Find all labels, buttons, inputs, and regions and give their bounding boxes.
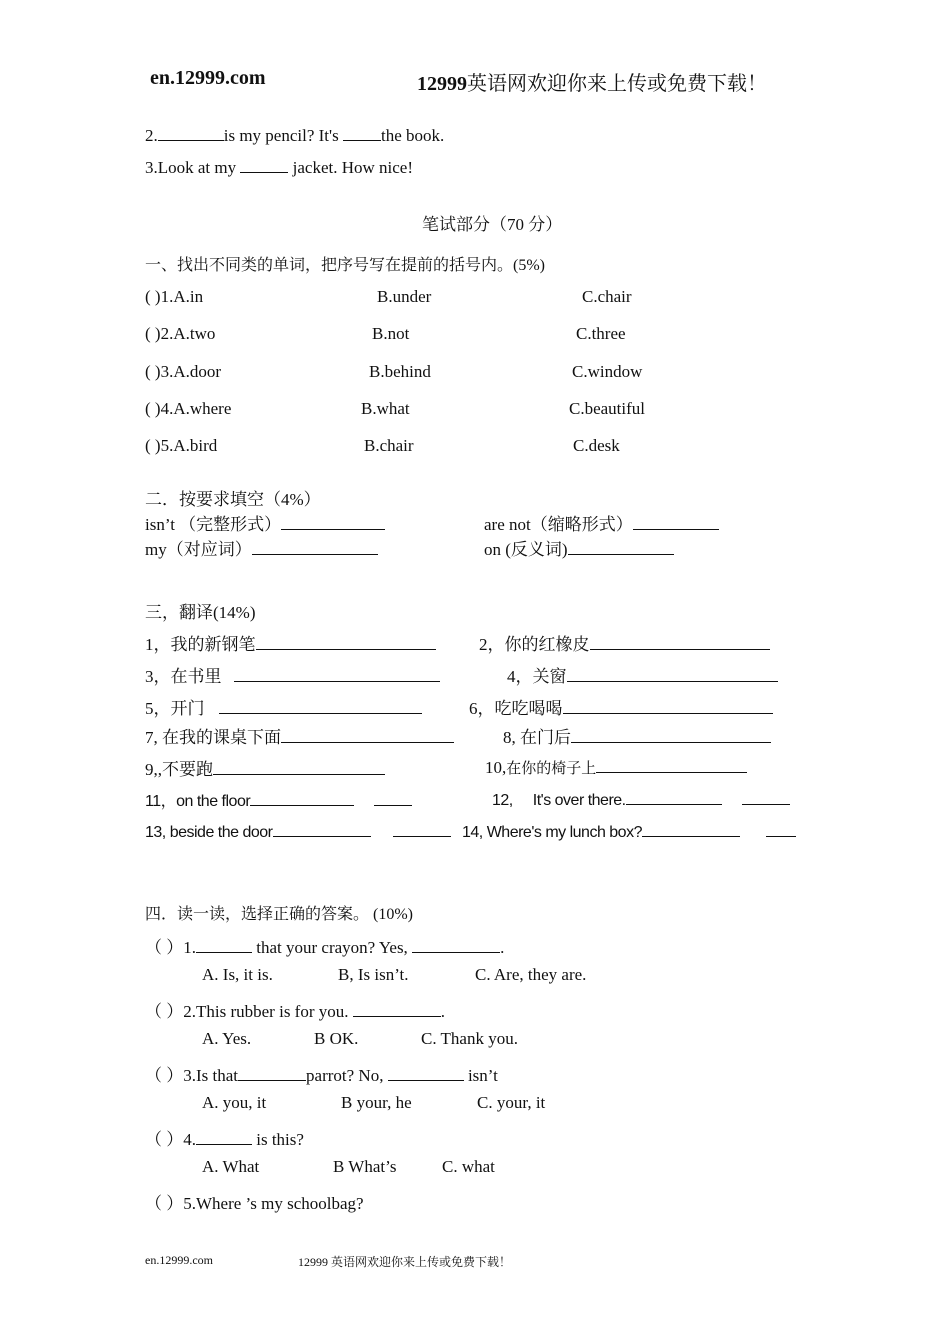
line-2-text: is my pencil? It's — [223, 126, 343, 145]
s1-row-3-b: B.behind — [369, 362, 431, 381]
s1-row-2-b: B.not — [372, 324, 410, 343]
s3-item-14 — [462, 820, 796, 842]
blank[interactable] — [353, 999, 441, 1017]
blank[interactable] — [240, 155, 288, 173]
line-3-text: 3.Look at my — [145, 158, 241, 177]
s1-row-5-b: B.chair — [364, 436, 414, 455]
blank[interactable] — [273, 820, 371, 837]
s3-item-12-label: It's over there. — [532, 792, 626, 809]
s3-item-11-label: 11，on the floor — [145, 793, 251, 810]
s3-item-7-label: 7, 在我的课桌下面 — [145, 728, 281, 747]
blank[interactable] — [766, 820, 796, 837]
s3-item-6 — [469, 694, 773, 719]
s1-row-3-c: C.window — [572, 362, 643, 381]
header-slogan-number: 12999 — [417, 73, 467, 95]
s3-item-3-label: 3，在书里 — [145, 667, 222, 686]
line-3 — [145, 155, 413, 178]
s4-q1-number: （ ）1. — [145, 938, 196, 957]
section1-title: 一、找出不同类的单词，把序号写在提前的括号内。(5%) — [145, 257, 545, 274]
s1-row-5-label: ( )5.A.bird — [145, 436, 218, 455]
blank[interactable] — [158, 123, 224, 141]
s1-row-2-c: C.three — [576, 324, 626, 343]
s3-item-8-label: 8, 在门后 — [503, 728, 571, 747]
written-section-title: 笔试部分（70 分） — [422, 215, 563, 234]
s3-item-9-label: 9,,不要跑 — [145, 760, 213, 779]
s2-item-2-label: are not（缩略形式） — [484, 515, 633, 534]
blank[interactable] — [393, 820, 451, 837]
s1-row-4-label: ( )4.A.where — [145, 399, 232, 418]
blank[interactable] — [563, 696, 773, 714]
s3-item-13 — [145, 820, 451, 842]
s4-q1-text: that your crayon? Yes, — [252, 938, 413, 957]
s3-item-10-label: 在你的椅子上 — [506, 761, 597, 777]
s1-row-5-c: C.desk — [573, 436, 620, 455]
s4-q2-text: （ ）2.This rubber is for you. — [145, 1002, 353, 1021]
s3-item-14-label: 14, Where's my lunch box? — [462, 824, 642, 841]
s4-q4-option-a: A. What — [202, 1157, 260, 1176]
blank[interactable] — [374, 789, 412, 806]
section4-title: 四．读一读，选择正确的答案。 (10%) — [145, 906, 413, 923]
s4-q4-option-c: C. what — [442, 1157, 495, 1176]
s1-row-3-label: ( )3.A.door — [145, 362, 222, 381]
header-slogan-text: 英语网欢迎你来上传或免费下载！ — [467, 73, 767, 95]
s3-item-2-label: 2，你的红橡皮 — [479, 635, 590, 654]
s4-q4-number: （ ）4. — [145, 1130, 196, 1149]
blank[interactable] — [213, 757, 385, 775]
line-2 — [145, 123, 444, 146]
blank[interactable] — [238, 1063, 306, 1081]
blank[interactable] — [388, 1063, 464, 1081]
s4-q1-end: . — [500, 938, 505, 957]
s4-q4-text: is this? — [252, 1130, 304, 1149]
s3-item-12 — [492, 788, 790, 810]
s1-row-2-label: ( )2.A.two — [145, 324, 216, 343]
line-3-end: jacket. How nice! — [288, 158, 414, 177]
blank[interactable] — [412, 935, 500, 953]
s1-row-4-c: C.beautiful — [569, 399, 646, 418]
header-slogan — [417, 67, 767, 96]
s2-item-1-label: isn’t （完整形式） — [145, 515, 282, 534]
blank[interactable] — [626, 788, 722, 805]
s2-item-3 — [145, 535, 378, 560]
s4-q5: （ ）5.Where ’s my schoolbag? — [145, 1194, 364, 1213]
s4-q3-end: isn’t — [463, 1066, 498, 1085]
blank[interactable] — [219, 696, 422, 714]
s4-q1 — [145, 933, 504, 958]
blank[interactable] — [196, 1127, 252, 1145]
s3-item-9 — [145, 755, 385, 780]
s2-item-3-label: my（对应词） — [145, 540, 252, 559]
s3-item-4 — [507, 662, 778, 687]
s3-item-10-number: 10, — [485, 758, 507, 777]
blank[interactable] — [567, 664, 778, 682]
header-site: en.12999.com — [150, 67, 266, 89]
s3-item-6-label: 6，吃吃喝喝 — [469, 699, 563, 718]
s4-q3-text: parrot? No, — [306, 1066, 388, 1085]
s3-item-8 — [503, 723, 771, 748]
s4-q2-end: . — [440, 1002, 446, 1021]
line-2-end: the book. — [380, 126, 445, 145]
s3-item-1 — [145, 630, 436, 655]
s3-item-4-label: 4，关窗 — [507, 667, 567, 686]
s4-q2 — [145, 997, 445, 1022]
blank[interactable] — [633, 512, 719, 530]
s4-q2-option-b: B OK. — [314, 1029, 359, 1048]
blank[interactable] — [343, 123, 381, 141]
blank[interactable] — [596, 755, 747, 773]
s1-row-4-b: B.what — [361, 399, 410, 418]
s1-row-1-c: C.chair — [582, 287, 632, 306]
s4-q4 — [145, 1125, 304, 1150]
s4-q1-option-c: C. Are, they are. — [475, 965, 587, 984]
s2-item-1 — [145, 510, 385, 535]
s4-q3-option-a: A. you, it — [202, 1093, 267, 1112]
s4-q1-option-b: B, Is isn’t. — [338, 965, 409, 984]
blank[interactable] — [571, 725, 771, 743]
s4-q3-option-b: B your, he — [341, 1093, 412, 1112]
blank[interactable] — [252, 537, 378, 555]
s4-q3 — [145, 1061, 498, 1086]
s3-item-1-label: 1，我的新钢笔 — [145, 635, 256, 654]
s2-item-4 — [484, 535, 674, 560]
s3-item-5-label: 5，开门 — [145, 699, 205, 718]
blank[interactable] — [256, 632, 436, 650]
footer-site: en.12999.com — [145, 1253, 213, 1267]
s3-item-12-number: 12, — [492, 792, 513, 809]
s4-q2-option-a: A. Yes. — [202, 1029, 252, 1048]
s1-row-1-label: ( )1.A.in — [145, 287, 204, 306]
s4-q3-option-c: C. your, it — [477, 1093, 546, 1112]
s4-q1-option-a: A. Is, it is. — [202, 965, 273, 984]
blank[interactable] — [281, 512, 385, 530]
s3-item-2 — [479, 630, 770, 655]
blank[interactable] — [590, 632, 770, 650]
blank[interactable] — [250, 789, 354, 806]
blank[interactable] — [281, 725, 454, 743]
s3-item-7 — [145, 723, 454, 748]
s3-item-3 — [145, 662, 440, 687]
blank[interactable] — [234, 664, 440, 682]
s3-item-5 — [145, 694, 422, 719]
section3-title: 三，翻译(14%) — [145, 603, 256, 622]
footer-slogan: 12999 英语网欢迎你来上传或免费下载！ — [298, 1255, 512, 1269]
section2-title: 二．按要求填空（4%） — [145, 490, 321, 509]
blank[interactable] — [568, 537, 674, 555]
blank[interactable] — [642, 820, 740, 837]
s2-item-2 — [484, 510, 719, 535]
s2-item-4-label: on (反义词) — [484, 540, 568, 559]
s1-row-1-b: B.under — [377, 287, 432, 306]
s4-q4-option-b: B What’s — [333, 1157, 397, 1176]
blank[interactable] — [742, 788, 790, 805]
s4-q3-number: （ ）3.Is that — [145, 1066, 239, 1085]
s3-item-11 — [145, 788, 412, 811]
s3-item-13-label: 13, beside the door — [145, 824, 273, 841]
s3-item-10 — [485, 755, 747, 778]
s4-q2-option-c: C. Thank you. — [421, 1029, 518, 1048]
blank[interactable] — [196, 935, 252, 953]
line-2-number: 2. — [145, 126, 158, 145]
